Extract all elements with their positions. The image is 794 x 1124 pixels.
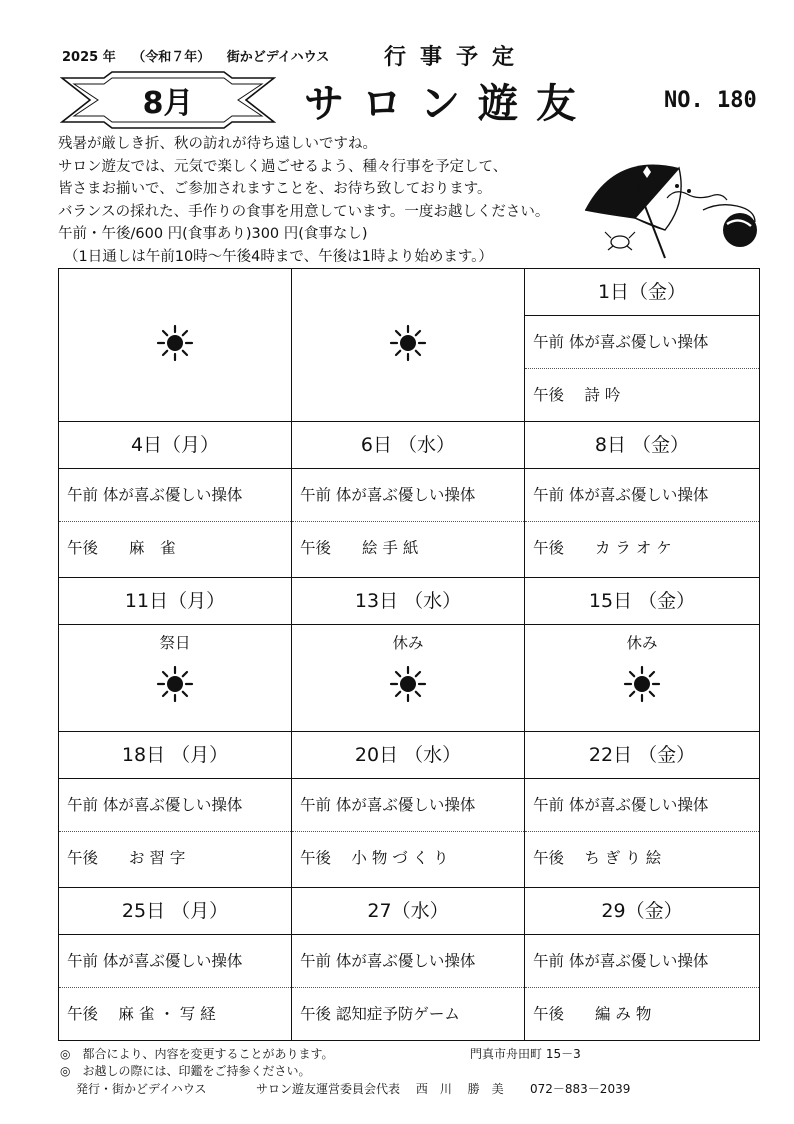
footer-phone: 072－883－2039 <box>530 1082 631 1096</box>
schedule-label: 行事予定 <box>384 45 529 70</box>
cell-date: 6日 （水） <box>292 422 524 469</box>
header-top-line <box>62 46 341 65</box>
footer-note-change: ◎ 都合により、内容を変更することがあります。 <box>60 1047 334 1061</box>
intro-line: サロン遊友では、元気で楽しく過ごせるよう、種々行事を予定して、 <box>58 158 508 175</box>
cell-date: 11日（月） <box>59 578 291 625</box>
intro-line: バランスの採れた、手作りの食事を用意しています。一度お越しください。 <box>58 203 550 220</box>
calendar-cell <box>525 888 760 1041</box>
cell-am-activity: 午前 体が喜ぶ優しい操体 <box>525 935 759 988</box>
calendar-cell-empty <box>292 269 525 422</box>
cell-pm-activity: 午後 詩 吟 <box>533 386 621 404</box>
cell-date: 15日 （金） <box>525 578 759 625</box>
intro-text <box>58 133 549 268</box>
calendar-week-2 <box>59 422 760 578</box>
cell-date: 4日（月） <box>59 422 291 469</box>
cell-date: 20日 （水） <box>292 732 524 779</box>
calendar-week-5 <box>59 888 760 1041</box>
footer-address: 門真市舟田町 15－3 <box>470 1047 581 1061</box>
sun-icon <box>389 324 427 366</box>
cell-pm-activity: 午後 麻 雀 <box>67 539 176 557</box>
calendar-cell <box>59 888 292 1041</box>
calendar-cell <box>292 732 525 888</box>
sun-icon <box>623 665 661 707</box>
cell-pm-activity: 午後 絵 手 紙 <box>300 539 419 557</box>
calendar-cell-holiday <box>292 578 525 732</box>
cell-date: 1日（金） <box>525 269 759 316</box>
cell-date: 18日 （月） <box>59 732 291 779</box>
year-text: 2025 年 <box>62 50 116 65</box>
cell-am-activity: 午前 体が喜ぶ優しい操体 <box>59 779 291 832</box>
cell-pm-activity: 午後 認知症予防ゲーム <box>300 1005 460 1023</box>
calendar-cell-empty <box>59 269 292 422</box>
beach-umbrella-illustration <box>575 158 760 268</box>
cell-date: 29（金） <box>525 888 759 935</box>
holiday-note: 休み <box>626 634 658 652</box>
calendar-cell <box>525 269 760 422</box>
cell-pm-activity: 午後 麻 雀 ・ 写 経 <box>67 1005 216 1023</box>
cell-date: 13日 （水） <box>292 578 524 625</box>
holiday-note: 休み <box>392 634 424 652</box>
intro-line: （1日通しは午前10時～午後4時まで、午後は1時より始めます。） <box>64 248 493 265</box>
salon-title: サロン遊友 <box>304 81 594 127</box>
cell-am-activity: 午前 体が喜ぶ優しい操体 <box>59 935 291 988</box>
cell-date: 8日 （金） <box>525 422 759 469</box>
calendar-cell <box>59 422 292 578</box>
calendar-week-1 <box>59 269 760 422</box>
calendar-week-3 <box>59 578 760 732</box>
footer-issuer: 発行・街かどデイハウス <box>76 1082 207 1096</box>
month-title: 8月 <box>142 86 194 121</box>
calendar-cell <box>292 422 525 578</box>
era-text: （令和７年） <box>132 50 211 65</box>
cell-pm-activity: 午後 編 み 物 <box>533 1005 652 1023</box>
holiday-note: 祭日 <box>159 634 191 652</box>
footer-note-seal: ◎ お越しの際には、印鑑をご持参ください。 <box>60 1064 311 1078</box>
footer-representative: サロン遊友運営委員会代表 西 川 勝 美 <box>256 1082 504 1096</box>
intro-line: 残暑が厳しき折、秋の訪れが待ち遠しいですね。 <box>58 136 377 152</box>
calendar-cell-holiday <box>525 578 760 732</box>
calendar-cell <box>525 732 760 888</box>
cell-pm-activity: 午後 ち ぎ り 絵 <box>533 849 662 867</box>
cell-am-activity: 午前 体が喜ぶ優しい操体 <box>292 779 524 832</box>
cell-pm-activity: 午後 小 物 づ く り <box>300 849 449 867</box>
cell-am-activity: 午前 体が喜ぶ優しい操体 <box>292 935 524 988</box>
sun-icon <box>156 665 194 707</box>
cell-am-activity: 午前 体が喜ぶ優しい操体 <box>525 469 759 522</box>
intro-line: 午前・午後/600 円(食事あり)300 円(食事なし) <box>58 226 368 242</box>
sun-icon <box>156 324 194 366</box>
cell-date: 25日 （月） <box>59 888 291 935</box>
cell-pm-activity: 午後 カ ラ オ ケ <box>533 539 672 557</box>
cell-pm-activity: 午後 お 習 字 <box>67 849 186 867</box>
sun-icon <box>389 665 427 707</box>
calendar-table <box>58 268 760 1041</box>
cell-am-activity: 午前 体が喜ぶ優しい操体 <box>525 779 759 832</box>
calendar-cell-holiday <box>59 578 292 732</box>
cell-am-activity: 午前 体が喜ぶ優しい操体 <box>292 469 524 522</box>
cell-am-activity: 午前 体が喜ぶ優しい操体 <box>525 316 759 369</box>
issue-number: NO. 180 <box>664 88 757 113</box>
calendar-cell <box>525 422 760 578</box>
publisher-text: 街かどデイハウス <box>226 50 330 65</box>
calendar-cell <box>292 888 525 1041</box>
cell-date: 27（水） <box>292 888 524 935</box>
cell-am-activity: 午前 体が喜ぶ優しい操体 <box>59 469 291 522</box>
calendar-cell <box>59 732 292 888</box>
calendar-week-4 <box>59 732 760 888</box>
cell-date: 22日 （金） <box>525 732 759 779</box>
intro-line: 皆さまお揃いで、ご参加されますことを、お待ち致しております。 <box>58 181 492 197</box>
